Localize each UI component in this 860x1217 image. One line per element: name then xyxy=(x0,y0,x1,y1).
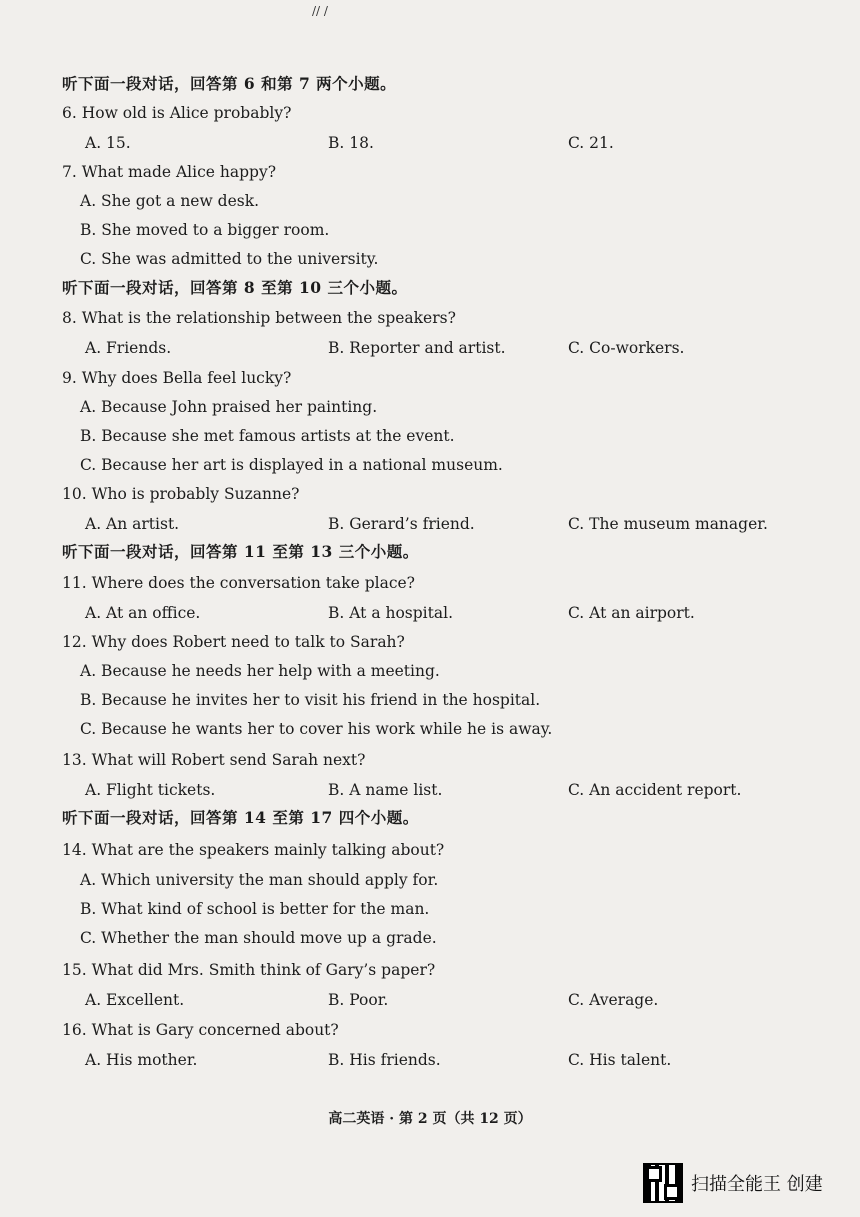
answer-option: B. Because he invites her to visit his friend in the hospital. xyxy=(80,691,541,709)
answer-option: A. Excellent. xyxy=(85,991,185,1009)
question-text: 12. Why does Robert need to talk to Sarah? xyxy=(62,633,405,651)
answer-option: A. Friends. xyxy=(85,339,172,357)
answer-option: C. At an airport. xyxy=(568,604,695,622)
question-text: 8. What is the relationship between the speakers? xyxy=(62,309,456,327)
answer-option: B. Gerard’s friend. xyxy=(328,515,475,533)
answer-option: B. She moved to a bigger room. xyxy=(80,221,330,239)
answer-option: B. 18. xyxy=(328,134,374,152)
answer-option: C. 21. xyxy=(568,134,614,152)
answer-option: C. Co-workers. xyxy=(568,339,685,357)
answer-option: C. Because her art is displayed in a national museum. xyxy=(80,456,503,474)
answer-option: C. The museum manager. xyxy=(568,515,768,533)
answer-option: B. A name list. xyxy=(328,781,443,799)
question-text: 11. Where does the conversation take place? xyxy=(62,574,415,592)
answer-option: B. Poor. xyxy=(328,991,389,1009)
question-text: 7. What made Alice happy? xyxy=(62,163,277,181)
answer-option: A. His mother. xyxy=(85,1051,198,1069)
answer-option: A. At an office. xyxy=(85,604,201,622)
answer-option: A. An artist. xyxy=(85,515,180,533)
section-instruction: 听下面一段对话，回答第 6 和第 7 两个小题。 xyxy=(62,74,397,93)
answer-option: B. Because she met famous artists at the event. xyxy=(80,427,455,445)
answer-option: C. Whether the man should move up a grade. xyxy=(80,929,437,947)
question-text: 16. What is Gary concerned about? xyxy=(62,1021,339,1039)
section-instruction: 听下面一段对话，回答第 8 至第 10 三个小题。 xyxy=(62,278,408,297)
question-text: 14. What are the speakers mainly talking about? xyxy=(62,841,445,859)
answer-option: B. What kind of school is better for the man. xyxy=(80,900,430,918)
qr-code-icon xyxy=(643,1163,683,1203)
answer-option: A. She got a new desk. xyxy=(80,192,260,210)
answer-option: B. Reporter and artist. xyxy=(328,339,506,357)
answer-option: C. Average. xyxy=(568,991,659,1009)
answer-option: C. She was admitted to the university. xyxy=(80,250,379,268)
scanner-watermark-text: 扫描全能王 创建 xyxy=(691,1174,823,1195)
scanner-watermark xyxy=(643,1163,823,1203)
answer-option: B. His friends. xyxy=(328,1051,441,1069)
answer-option: A. Because he needs her help with a meeting. xyxy=(80,662,440,680)
page-footer: 高二英语 · 第 2 页（共 12 页） xyxy=(328,1111,532,1127)
question-text: 15. What did Mrs. Smith think of Gary’s paper? xyxy=(62,961,436,979)
answer-option: A. 15. xyxy=(85,134,131,152)
answer-option: C. His talent. xyxy=(568,1051,672,1069)
top-mark: // / xyxy=(312,4,328,18)
question-text: 9. Why does Bella feel lucky? xyxy=(62,369,292,387)
answer-option: C. Because he wants her to cover his work while he is away. xyxy=(80,720,553,738)
question-text: 10. Who is probably Suzanne? xyxy=(62,485,300,503)
answer-option: A. Which university the man should apply for. xyxy=(80,871,439,889)
section-instruction: 听下面一段对话，回答第 11 至第 13 三个小题。 xyxy=(62,542,419,561)
answer-option: B. At a hospital. xyxy=(328,604,453,622)
answer-option: A. Flight tickets. xyxy=(85,781,216,799)
answer-option: A. Because John praised her painting. xyxy=(80,398,378,416)
question-text: 13. What will Robert send Sarah next? xyxy=(62,751,366,769)
answer-option: C. An accident report. xyxy=(568,781,742,799)
question-text: 6. How old is Alice probably? xyxy=(62,104,292,122)
section-instruction: 听下面一段对话，回答第 14 至第 17 四个小题。 xyxy=(62,808,419,827)
